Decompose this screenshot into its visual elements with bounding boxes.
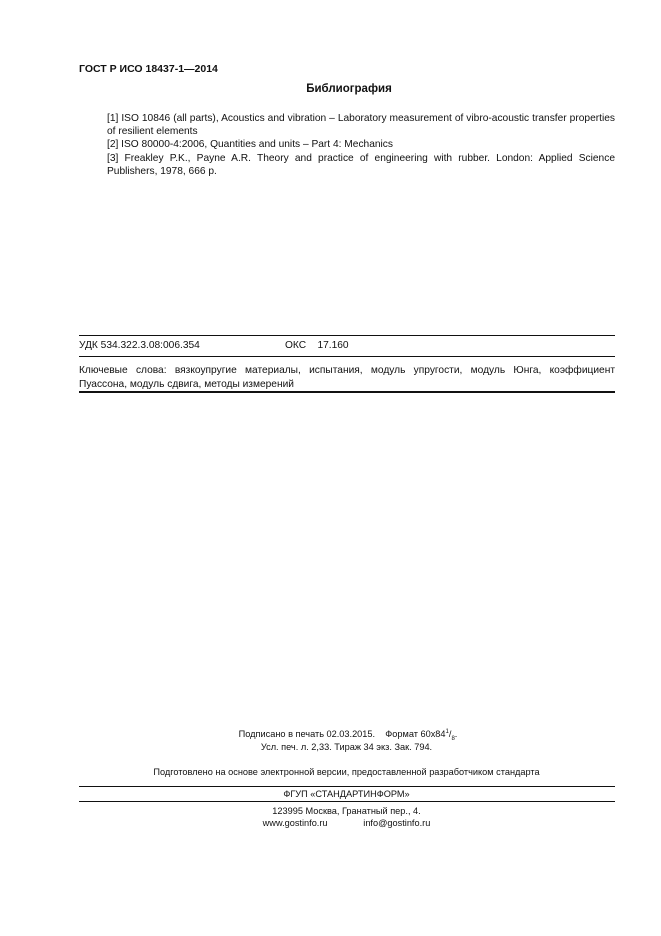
divider <box>79 356 615 357</box>
reference-list <box>107 112 615 178</box>
bibliography-title: Библиография <box>306 83 392 95</box>
document-id: ГОСТ Р ИСО 18437-1—2014 <box>79 63 218 75</box>
oks-label: ОКС <box>285 340 307 351</box>
divider <box>79 801 615 802</box>
website-link[interactable]: www.gostinfo.ru <box>262 818 328 828</box>
keywords-line: Ключевые слова: вязкоупругие материалы, испытания, модуль упругости, модуль Юнга, коэффициент <box>79 365 615 376</box>
imprint-signed: Подписано в печать 02.03.2015. Формат $60x84^1/_8$. <box>238 729 458 742</box>
publisher-address: 123995 Москва, Гранатный пер., 4. <box>272 806 421 816</box>
divider <box>79 786 615 787</box>
signed-date: Подписано в печать 02.03.2015. <box>238 729 376 740</box>
keywords-line: Пуассона, модуль сдвига, методы измерений <box>79 378 294 390</box>
oks-value: 17.160 <box>317 340 349 351</box>
divider <box>79 335 615 336</box>
format-fraction-denominator: 8 <box>451 735 455 742</box>
keywords <box>79 364 615 391</box>
reference-item: [2] ISO 80000-4:2006, Quantities and units – Part 4: Mechanics <box>107 139 393 151</box>
udk-code: УДК 534.322.3.08:006.354 <box>79 340 200 351</box>
publisher-name: ФГУП «СТАНДАРТИНФОРМ» <box>283 789 410 799</box>
prepared-note: Подготовлено на основе электронной версии, предоставленной разработчиком стандарта <box>153 767 540 777</box>
print-info: Усл. печ. л. 2,33. Тираж 34 экз. Зак. 794. <box>260 742 433 752</box>
format-label: Формат 60x84 <box>385 729 446 740</box>
oks-code <box>285 340 349 351</box>
format-fraction-numerator: 1 <box>445 729 449 735</box>
reference-item: [1] ISO 10846 (all parts), Acoustics and vibration – Laboratory measurement of vibro-acoustic transfer properties of resilient elements <box>107 113 615 138</box>
format-end: . <box>454 729 458 740</box>
email-link[interactable]: info@gostinfo.ru <box>363 818 431 828</box>
publisher-contacts <box>0 818 661 828</box>
divider <box>79 391 615 393</box>
reference-item: [3] Freakley P.K., Payne A.R. Theory and practice of engineering with rubber. London: Applied Science Publishers, 1978, 666 p. <box>107 152 615 177</box>
